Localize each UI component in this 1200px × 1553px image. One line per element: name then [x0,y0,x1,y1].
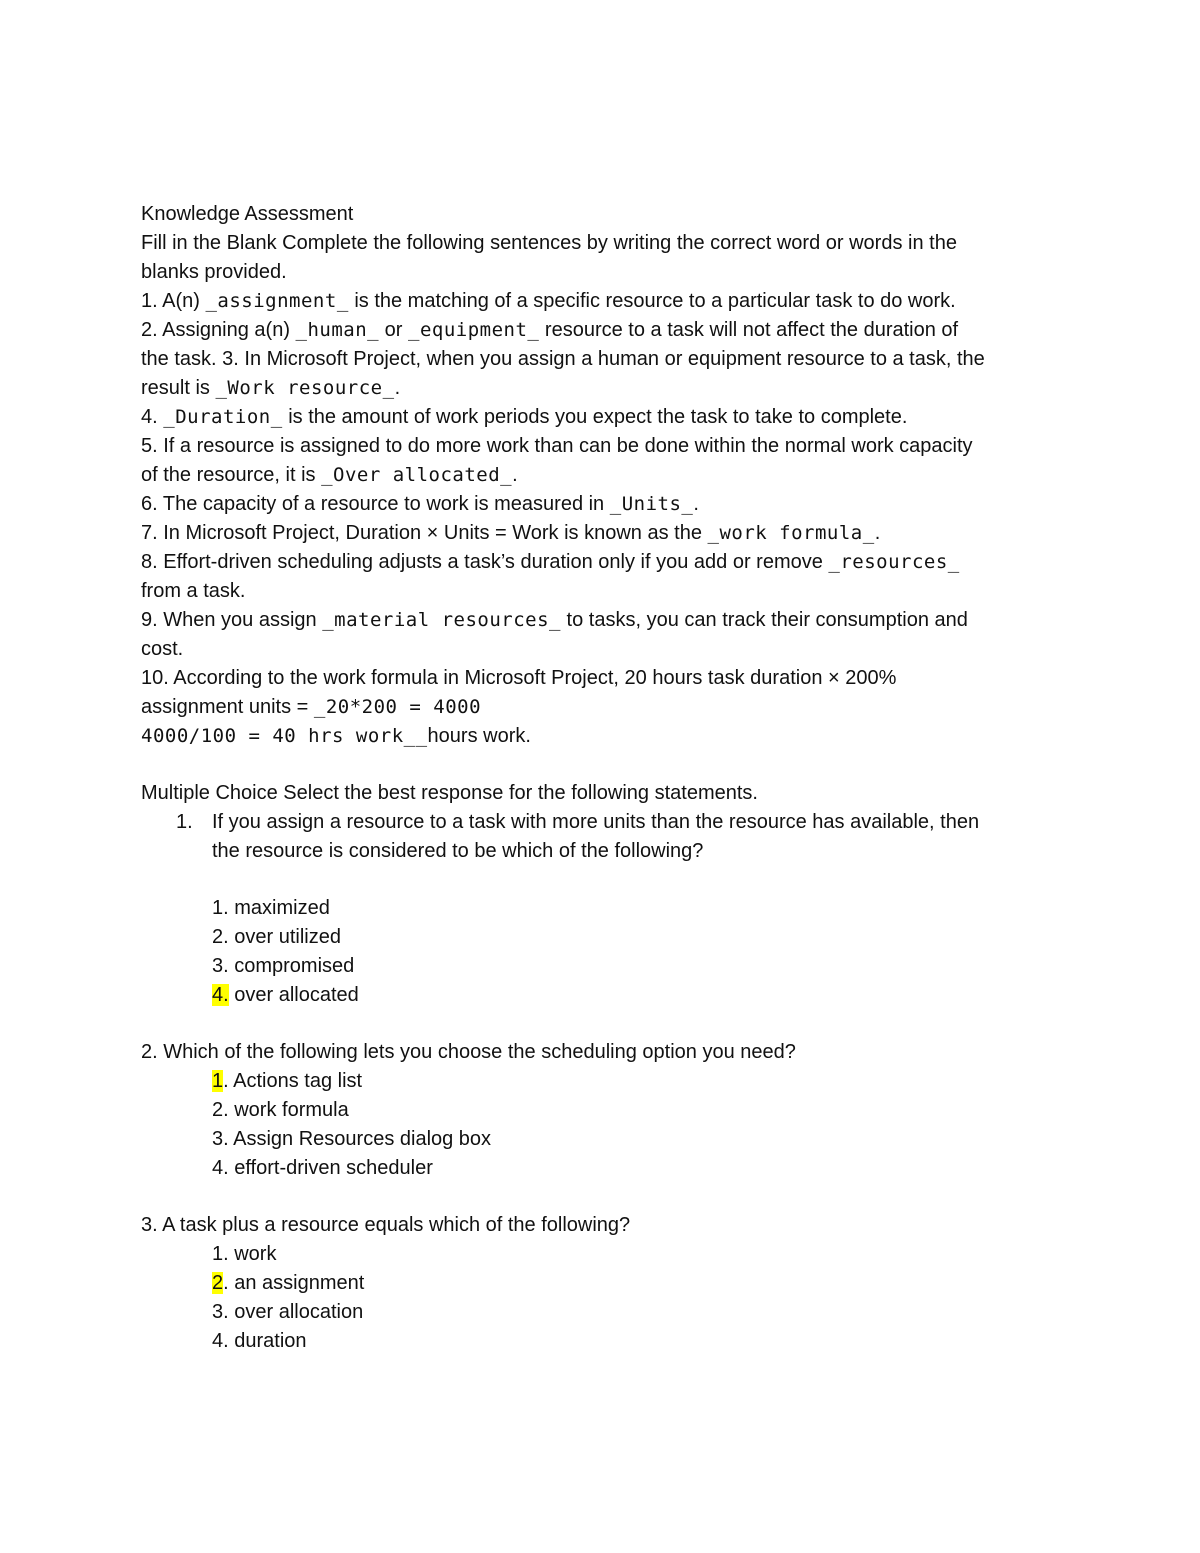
answer-highlight: 1 [212,1070,224,1092]
answer-4: _Duration_ [163,406,283,428]
answer-7: _work formula_ [707,522,875,544]
answer-8: _resources_ [828,551,960,573]
answer-2b: _equipment_ [408,319,540,341]
mc-q2-option: 3. Assign Resources dialog box [212,1128,492,1150]
answer-5: _Over allocated_ [321,464,513,486]
mc-question-1-continued: the resource is considered to be which of the following? [212,840,704,862]
mc-q1-option: 3. compromised [212,955,355,977]
mc-q3-option: 3. over allocation [212,1301,364,1323]
multiple-choice-intro: Multiple Choice Select the best response for the following statements. [141,782,758,804]
answer-2a: _human_ [295,319,380,341]
fill-question-8: 8. Effort-driven scheduling adjusts a task’s duration only if you add or remove _resources_ [141,551,960,573]
answer-1: _assignment_ [205,290,349,312]
mc-question-1: 1. If you assign a resource to a task with more units than the resource has available, then [141,808,1081,837]
fill-question-6: 6. The capacity of a resource to work is measured in _Units_. [141,493,699,515]
mc-question-1-number: 1. [176,811,193,833]
answer-3: _Work resource_ [215,377,395,399]
mc-q1-option: 1. maximized [212,897,330,919]
fill-question-10-line-3: 4000/100 = 40 hrs work__hours work. [141,725,531,747]
mc-q2-option-selected: 1. Actions tag list [212,1070,363,1092]
mc-q3-option: 4. duration [212,1330,307,1352]
answer-6: _Units_ [609,493,694,515]
mc-q1-option-selected: 4. over allocated [212,984,359,1006]
fill-in-intro-line-2: blanks provided. [141,261,287,283]
answer-highlight: 4. [212,984,229,1006]
document-page [141,200,1081,1356]
mc-q3-option-selected: 2. an assignment [212,1272,365,1294]
answer-highlight: 2 [212,1272,224,1294]
fill-question-8-continued: from a task. [141,580,246,602]
mc-q3-option: 1. work [212,1243,277,1265]
mc-q2-option: 2. work formula [212,1099,349,1121]
fill-question-5-line-1: 5. If a resource is assigned to do more work than can be done within the normal work capacity [141,435,973,457]
fill-question-1: 1. A(n) _assignment_ is the matching of a specific resource to a particular task to do work. [141,290,956,312]
mc-question-3: 3. A task plus a resource equals which of the following? [141,1214,631,1236]
answer-9: _material resources_ [322,609,561,631]
answer-10b: 4000/100 = 40 hrs work__ [141,725,428,747]
fill-question-2-continued: the task. 3. In Microsoft Project, when you assign a human or equipment resource to a task, the [141,348,985,370]
fill-question-3: result is _Work resource_. [141,377,401,399]
fill-question-7: 7. In Microsoft Project, Duration × Units = Work is known as the _work formula_. [141,522,881,544]
fill-question-2: 2. Assigning a(n) _human_ or _equipment_ resource to a task will not affect the duration of [141,319,959,341]
answer-10a: _20*200 = 4000 [313,696,482,718]
mc-q1-option: 2. over utilized [212,926,341,948]
mc-question-2: 2. Which of the following lets you choose the scheduling option you need? [141,1041,796,1063]
document-heading: Knowledge Assessment [141,203,354,225]
fill-question-9: 9. When you assign _material resources_ to tasks, you can track their consumption and [141,609,968,631]
fill-question-9-continued: cost. [141,638,184,660]
fill-question-5: of the resource, it is _Over allocated_. [141,464,518,486]
fill-question-10-line-2: assignment units = _20*200 = 4000 [141,696,482,718]
fill-question-4: 4. _Duration_ is the amount of work periods you expect the task to take to complete. [141,406,908,428]
fill-in-intro-line-1: Fill in the Blank Complete the following sentences by writing the correct word or words in the [141,232,957,254]
mc-q2-option: 4. effort-driven scheduler [212,1157,433,1179]
fill-question-10-line-1: 10. According to the work formula in Microsoft Project, 20 hours task duration × 200% [141,667,897,689]
